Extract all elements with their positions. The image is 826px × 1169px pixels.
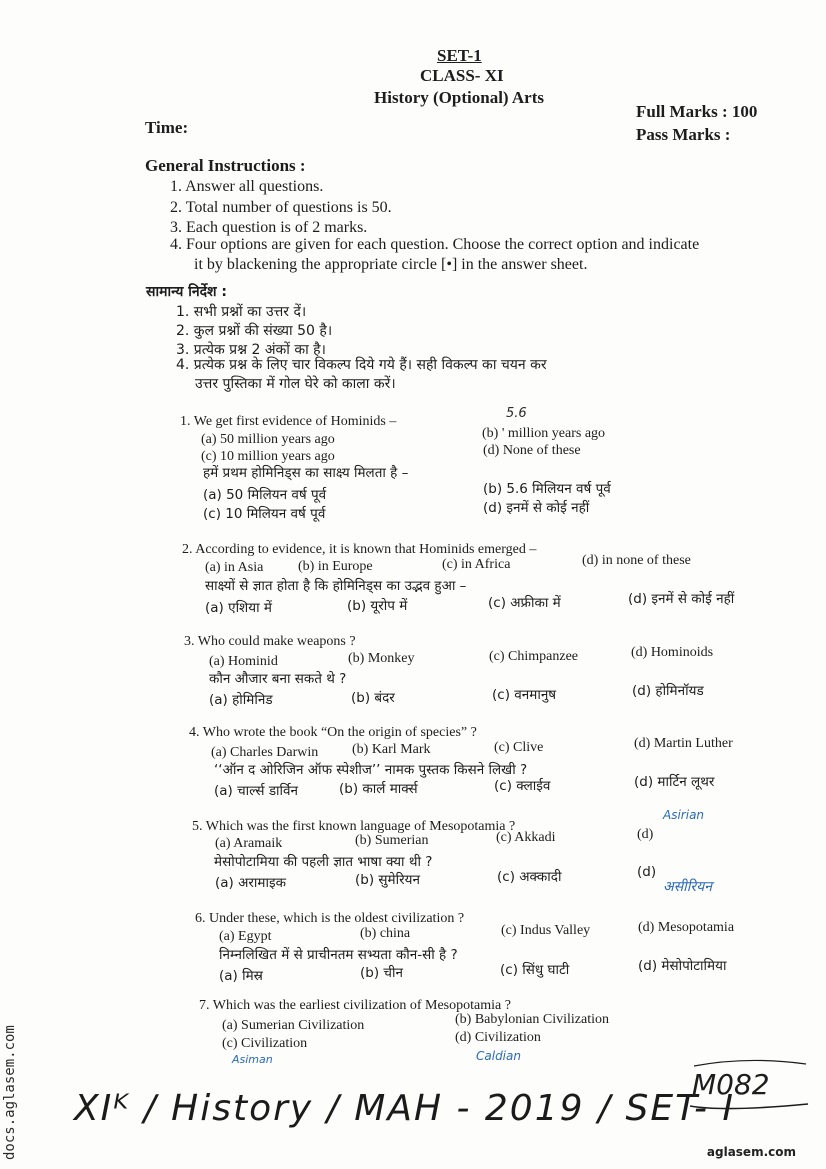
side-watermark: docs.aglasem.com [2, 1025, 18, 1160]
option: (d) Martin Luther [634, 736, 733, 751]
full-marks: Full Marks : 100 [636, 102, 758, 121]
question-6: 6. Under these, which is the oldest civilization ? [195, 911, 465, 926]
hindi-instructions-heading: सामान्य निर्देश : [146, 284, 228, 300]
handwritten-note: Caldian [476, 1049, 521, 1063]
question-1: 1. We get first evidence of Hominids – [180, 414, 397, 429]
hindi-instruction-item: 3. प्रत्येक प्रश्न 2 अंकों का है। [176, 342, 326, 358]
option-hindi: (d) मार्टिन लूथर [634, 774, 715, 790]
option: (c) Civilization [222, 1036, 308, 1051]
option: (b) Sumerian [355, 833, 429, 848]
handwritten-footer: XIᴷ / History / MAH - 2019 / SET- I [74, 1088, 736, 1129]
instruction-item: 3. Each question is of 2 marks. [170, 219, 368, 236]
question-7: 7. Which was the earliest civilization of Mesopotamia ? [199, 998, 511, 1013]
handwritten-note: Asirian [663, 808, 705, 822]
question-hindi: साक्ष्यों से ज्ञात होता है कि होमिनिड्स का उद्भव हुआ – [205, 578, 467, 594]
option: (a) Hominid [209, 654, 278, 669]
code-text: M082 [692, 1068, 770, 1101]
option: (b) china [360, 926, 411, 941]
question-hindi: कौन औजार बना सकते थे ? [209, 671, 347, 687]
option-hindi: (c) क्लाईव [494, 778, 551, 794]
option: (d) in none of these [582, 553, 691, 568]
instruction-item: it by blackening the appropriate circle [•] in the answer sheet. [194, 256, 588, 273]
question-3: 3. Who could make weapons ? [184, 634, 356, 649]
option: (c) 10 million years ago [201, 449, 335, 464]
hindi-instruction-item: उत्तर पुस्तिका में गोल घेरे को काला करें। [195, 376, 396, 392]
option-hindi: (b) 5.6 मिलियन वर्ष पूर्व [483, 481, 611, 497]
option-hindi: (a) चार्ल्स डार्विन [214, 783, 299, 799]
option-hindi: (d) इनमें से कोई नहीं [628, 591, 735, 607]
option-hindi: (b) बंदर [351, 690, 395, 706]
question-5: 5. Which was the first known language of Mesopotamia ? [192, 819, 516, 834]
hindi-instruction-item: 4. प्रत्येक प्रश्न के लिए चार विकल्प दिये गये हैं। सही विकल्प का चयन कर [176, 357, 547, 373]
option-hindi: (a) एशिया में [205, 600, 272, 616]
hindi-instruction-item: 2. कुल प्रश्नों की संख्या 50 है। [176, 323, 333, 339]
option-hindi: (c) सिंधु घाटी [500, 962, 570, 978]
pass-marks: Pass Marks : [636, 125, 731, 144]
option-hindi: (d) मेसोपोटामिया [638, 958, 727, 974]
question-hindi: मेसोपोटामिया की पहली ज्ञात भाषा क्या थी ? [214, 854, 433, 870]
brand-watermark: aglasem.com [706, 1145, 796, 1159]
option: (b) Monkey [348, 651, 415, 666]
time-label: Time: [145, 118, 189, 137]
option: (d) Hominoids [631, 645, 714, 660]
option-hindi: (c) अफ्रीका में [488, 595, 561, 611]
option: (c) in Africa [442, 557, 511, 572]
instruction-item: 4. Four options are given for each question. Choose the correct option and indicate [170, 236, 700, 253]
option-hindi: (b) सुमेरियन [355, 872, 420, 888]
option: (b) ' million years ago [482, 426, 606, 441]
option-hindi: (b) यूरोप में [347, 598, 408, 614]
option-hindi: (a) मिस्र [219, 968, 263, 984]
option: (a) 50 million years ago [201, 432, 335, 447]
handwritten-note: Asiman [232, 1053, 273, 1066]
class-label: CLASS- XI [420, 66, 504, 85]
question-hindi: ‘‘ऑन द ओरिजिन ऑफ स्पेशीज’’ नामक पुस्तक किसने लिखी ? [214, 762, 528, 778]
option: (c) Clive [494, 740, 544, 755]
hindi-instruction-item: 1. सभी प्रश्नों का उत्तर दें। [176, 304, 307, 320]
question-2: 2. According to evidence, it is known that Hominids emerged – [182, 542, 537, 557]
option-hindi: (d) [637, 864, 657, 880]
option: (a) Charles Darwin [211, 745, 319, 760]
option: (d) [637, 827, 654, 842]
option-hindi: (b) चीन [360, 965, 403, 981]
option-hindi: (c) 10 मिलियन वर्ष पूर्व [203, 506, 326, 522]
option: (a) Egypt [219, 929, 272, 944]
option: (d) Civilization [455, 1030, 541, 1045]
option: (a) Sumerian Civilization [222, 1018, 365, 1033]
option-hindi: (b) कार्ल मार्क्स [339, 781, 418, 797]
option: (a) Aramaik [215, 836, 283, 851]
option-hindi: (c) वनमानुष [492, 687, 557, 703]
option: (b) Karl Mark [352, 742, 431, 757]
handwritten-note: 5.6 [506, 406, 527, 421]
option-hindi: (a) होमिनिड [209, 692, 273, 708]
option-hindi: (c) अक्कादी [497, 869, 562, 885]
question-4: 4. Who wrote the book “On the origin of species” ? [189, 725, 477, 740]
question-hindi: निम्नलिखित में से प्राचीनतम सभ्यता कौन-सी है ? [219, 947, 458, 963]
option: (b) Babylonian Civilization [455, 1012, 609, 1027]
option-hindi: (d) इनमें से कोई नहीं [483, 500, 590, 516]
code-box [684, 1058, 812, 1114]
instruction-item: 1. Answer all questions. [170, 178, 324, 195]
set-label: SET-1 [437, 46, 482, 65]
option: (c) Indus Valley [501, 923, 591, 938]
option-hindi: (d) होमिनॉयड [632, 683, 704, 699]
subject-label: History (Optional) Arts [374, 88, 544, 107]
question-hindi: हमें प्रथम होमिनिड्स का साक्ष्य मिलता है – [203, 465, 409, 481]
instructions-heading: General Instructions : [145, 156, 306, 175]
option-hindi: (a) 50 मिलियन वर्ष पूर्व [203, 487, 327, 503]
option: (d) Mesopotamia [638, 920, 735, 935]
option: (c) Chimpanzee [489, 649, 579, 664]
instruction-item: 2. Total number of questions is 50. [170, 199, 392, 216]
option-hindi: (a) अरामाइक [215, 875, 286, 891]
handwritten-note: असीरियन [663, 879, 713, 895]
option: (a) in Asia [205, 560, 264, 575]
option: (d) None of these [483, 443, 581, 458]
option: (b) in Europe [298, 559, 373, 574]
option: (c) Akkadi [496, 830, 556, 845]
